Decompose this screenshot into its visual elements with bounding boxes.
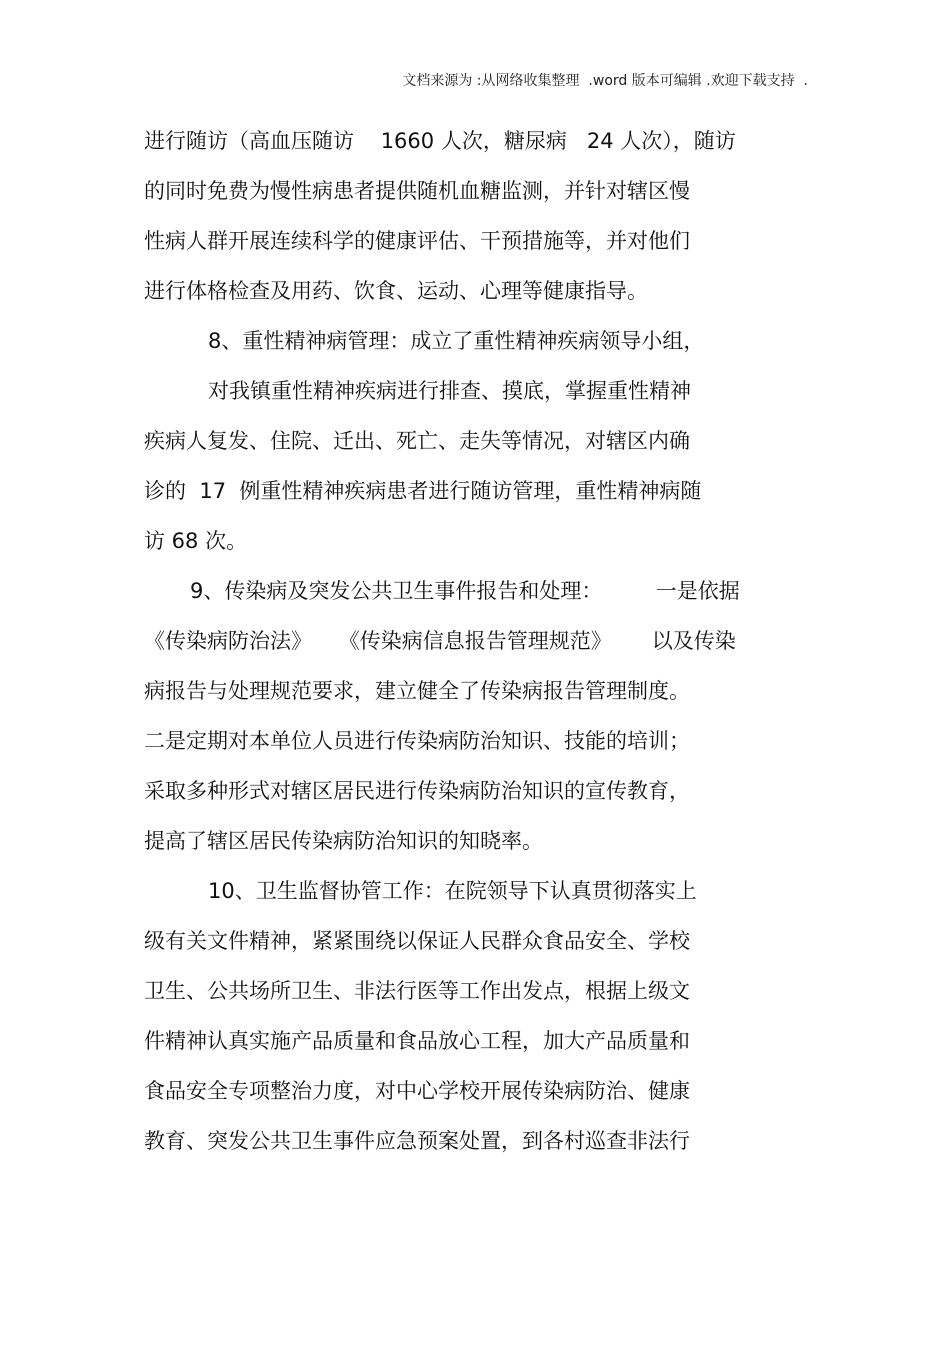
text-line: 病报告与处理规范要求，建立健全了传染病报告管理制度。 (144, 679, 690, 703)
page-header: 文档来源为 :从网络收集整理 .word 版本可编辑 .欢迎下载支持 . (402, 73, 808, 89)
text-line: 食品安全专项整治力度，对中心学校开展传染病防治、健康 (144, 1079, 690, 1103)
text-line: 10、卫生监督协管工作：在院领导下认真贯彻落实上 (208, 879, 697, 903)
text-line: 件精神认真实施产品质量和食品放心工程，加大产品质量和 (144, 1029, 690, 1053)
text-line: 诊的 17 例重性精神疾病患者进行随访管理，重性精神病随 (144, 479, 702, 503)
text-line: 进行随访（高血压随访 1660 人次，糖尿病 24 人次），随访 (144, 129, 736, 153)
text-line: 性病人群开展连续科学的健康评估、干预措施等，并对他们 (144, 229, 690, 253)
text-line: 9、传染病及突发公共卫生事件报告和处理： 一是依据 (190, 579, 740, 603)
text-line: 提高了辖区居民传染病防治知识的知晓率。 (144, 829, 543, 853)
text-line: 卫生、公共场所卫生、非法行医等工作出发点，根据上级文 (144, 979, 690, 1003)
text-line: 《传染病防治法》 《传染病信息报告管理规范》 以及传染 (144, 629, 736, 653)
text-line: 疾病人复发、住院、迁出、死亡、走失等情况，对辖区内确 (144, 429, 690, 453)
text-line: 8、重性精神病管理：成立了重性精神疾病领导小组， (208, 329, 705, 353)
text-line: 二是定期对本单位人员进行传染病防治知识、技能的培训； (144, 729, 690, 753)
text-line: 教育、突发公共卫生事件应急预案处置，到各村巡查非法行 (144, 1129, 690, 1153)
text-line: 级有关文件精神，紧紧围绕以保证人民群众食品安全、学校 (144, 929, 690, 953)
text-line: 进行体格检查及用药、饮食、运动、心理等健康指导。 (144, 279, 648, 303)
text-line: 访 68 次。 (144, 529, 248, 553)
text-line: 采取多种形式对辖区居民进行传染病防治知识的宣传教育， (144, 779, 690, 803)
text-line: 对我镇重性精神疾病进行排查、摸底，掌握重性精神 (208, 379, 691, 403)
text-line: 的同时免费为慢性病患者提供随机血糖监测，并针对辖区慢 (144, 179, 690, 203)
